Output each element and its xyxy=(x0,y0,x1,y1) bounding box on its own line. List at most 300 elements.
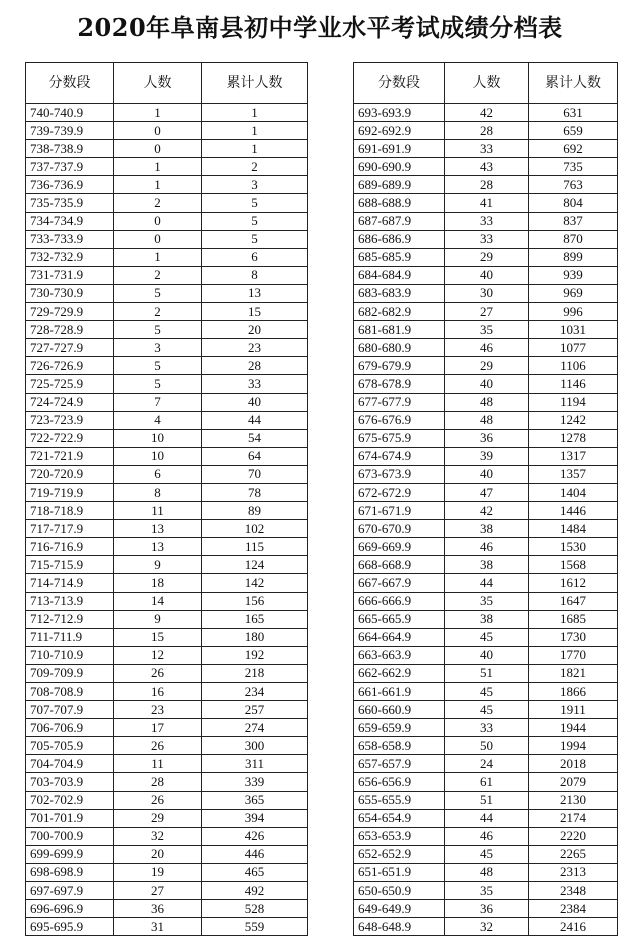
cumulative-cell: 180 xyxy=(202,628,308,646)
table-row xyxy=(354,357,618,375)
score-range-cell: 670-670.9 xyxy=(354,520,445,538)
table-row xyxy=(354,863,618,881)
cumulative-cell: 1446 xyxy=(529,502,618,520)
score-range-cell: 654-654.9 xyxy=(354,809,445,827)
table-row xyxy=(354,212,618,230)
count-cell: 32 xyxy=(445,918,529,936)
cumulative-cell: 1 xyxy=(202,140,308,158)
score-range-cell: 677-677.9 xyxy=(354,393,445,411)
cumulative-cell: 1106 xyxy=(529,357,618,375)
table-row xyxy=(26,447,308,465)
cumulative-cell: 5 xyxy=(202,230,308,248)
cumulative-cell: 446 xyxy=(202,845,308,863)
cumulative-cell: 1194 xyxy=(529,393,618,411)
table-row xyxy=(26,574,308,592)
table-row xyxy=(26,483,308,501)
score-range-cell: 659-659.9 xyxy=(354,719,445,737)
score-range-cell: 735-735.9 xyxy=(26,194,114,212)
table-row xyxy=(26,303,308,321)
table-row xyxy=(26,266,308,284)
count-cell: 0 xyxy=(114,212,202,230)
score-range-cell: 739-739.9 xyxy=(26,122,114,140)
score-range-cell: 701-701.9 xyxy=(26,809,114,827)
count-cell: 44 xyxy=(445,574,529,592)
table-row xyxy=(354,592,618,610)
table-row xyxy=(26,845,308,863)
score-range-cell: 667-667.9 xyxy=(354,574,445,592)
score-range-cell: 653-653.9 xyxy=(354,827,445,845)
table-row xyxy=(26,556,308,574)
cumulative-cell: 1484 xyxy=(529,520,618,538)
cumulative-cell: 124 xyxy=(202,556,308,574)
cumulative-cell: 1770 xyxy=(529,646,618,664)
score-range-cell: 712-712.9 xyxy=(26,610,114,628)
cumulative-cell: 1530 xyxy=(529,538,618,556)
count-cell: 45 xyxy=(445,628,529,646)
table-row xyxy=(354,646,618,664)
score-range-cell: 697-697.9 xyxy=(26,882,114,900)
count-cell: 47 xyxy=(445,483,529,501)
score-range-cell: 706-706.9 xyxy=(26,719,114,737)
table-row xyxy=(26,122,308,140)
score-range-cell: 678-678.9 xyxy=(354,375,445,393)
score-range-cell: 708-708.9 xyxy=(26,683,114,701)
count-cell: 38 xyxy=(445,610,529,628)
score-range-cell: 738-738.9 xyxy=(26,140,114,158)
cumulative-cell: 1821 xyxy=(529,664,618,682)
score-range-cell: 714-714.9 xyxy=(26,574,114,592)
cumulative-cell: 20 xyxy=(202,321,308,339)
table-row xyxy=(354,520,618,538)
cumulative-cell: 1 xyxy=(202,122,308,140)
cumulative-cell: 15 xyxy=(202,303,308,321)
table-row xyxy=(26,321,308,339)
cumulative-cell: 257 xyxy=(202,701,308,719)
cumulative-cell: 692 xyxy=(529,140,618,158)
table-row xyxy=(354,140,618,158)
count-cell: 23 xyxy=(114,701,202,719)
count-cell: 35 xyxy=(445,592,529,610)
table-row xyxy=(26,664,308,682)
cumulative-cell: 1 xyxy=(202,104,308,122)
table-row xyxy=(354,683,618,701)
score-range-cell: 698-698.9 xyxy=(26,863,114,881)
table-row xyxy=(26,719,308,737)
score-range-cell: 718-718.9 xyxy=(26,502,114,520)
score-range-cell: 664-664.9 xyxy=(354,628,445,646)
score-range-cell: 656-656.9 xyxy=(354,773,445,791)
count-cell: 13 xyxy=(114,520,202,538)
score-range-cell: 691-691.9 xyxy=(354,140,445,158)
score-range-cell: 676-676.9 xyxy=(354,411,445,429)
cumulative-cell: 23 xyxy=(202,339,308,357)
table-row xyxy=(26,701,308,719)
score-range-cell: 680-680.9 xyxy=(354,339,445,357)
count-cell: 8 xyxy=(114,483,202,501)
cumulative-cell: 1944 xyxy=(529,719,618,737)
table-row xyxy=(26,610,308,628)
header-cumulative: 累计人数 xyxy=(202,63,308,104)
count-cell: 5 xyxy=(114,284,202,302)
table-row xyxy=(26,520,308,538)
table-row xyxy=(354,411,618,429)
table-row xyxy=(26,882,308,900)
table-row xyxy=(26,827,308,845)
score-range-cell: 723-723.9 xyxy=(26,411,114,429)
count-cell: 11 xyxy=(114,755,202,773)
cumulative-cell: 40 xyxy=(202,393,308,411)
table-row xyxy=(26,429,308,447)
count-cell: 33 xyxy=(445,719,529,737)
score-range-cell: 702-702.9 xyxy=(26,791,114,809)
count-cell: 45 xyxy=(445,701,529,719)
table-row xyxy=(26,375,308,393)
count-cell: 2 xyxy=(114,303,202,321)
cumulative-cell: 426 xyxy=(202,827,308,845)
table-row xyxy=(354,701,618,719)
cumulative-cell: 102 xyxy=(202,520,308,538)
table-row xyxy=(26,809,308,827)
score-range-cell: 732-732.9 xyxy=(26,248,114,266)
table-row xyxy=(354,556,618,574)
table-row xyxy=(354,447,618,465)
table-row xyxy=(26,158,308,176)
cumulative-cell: 2 xyxy=(202,158,308,176)
score-range-cell: 717-717.9 xyxy=(26,520,114,538)
table-row xyxy=(354,284,618,302)
cumulative-cell: 5 xyxy=(202,194,308,212)
cumulative-cell: 939 xyxy=(529,266,618,284)
score-range-cell: 674-674.9 xyxy=(354,447,445,465)
cumulative-cell: 2384 xyxy=(529,900,618,918)
table-header-row xyxy=(26,63,308,104)
table-row xyxy=(26,465,308,483)
cumulative-cell: 300 xyxy=(202,737,308,755)
cumulative-cell: 1031 xyxy=(529,321,618,339)
count-cell: 29 xyxy=(445,248,529,266)
count-cell: 6 xyxy=(114,465,202,483)
count-cell: 41 xyxy=(445,194,529,212)
table-row xyxy=(354,791,618,809)
count-cell: 12 xyxy=(114,646,202,664)
header-cumulative: 累计人数 xyxy=(529,63,618,104)
cumulative-cell: 1911 xyxy=(529,701,618,719)
score-range-cell: 705-705.9 xyxy=(26,737,114,755)
table-row xyxy=(26,863,308,881)
table-row xyxy=(26,411,308,429)
score-range-cell: 736-736.9 xyxy=(26,176,114,194)
count-cell: 5 xyxy=(114,357,202,375)
cumulative-cell: 969 xyxy=(529,284,618,302)
table-row xyxy=(354,429,618,447)
score-range-cell: 683-683.9 xyxy=(354,284,445,302)
score-range-cell: 675-675.9 xyxy=(354,429,445,447)
table-row xyxy=(26,918,308,936)
count-cell: 43 xyxy=(445,158,529,176)
count-cell: 11 xyxy=(114,502,202,520)
cumulative-cell: 2348 xyxy=(529,882,618,900)
cumulative-cell: 1077 xyxy=(529,339,618,357)
count-cell: 36 xyxy=(114,900,202,918)
score-range-cell: 681-681.9 xyxy=(354,321,445,339)
count-cell: 0 xyxy=(114,140,202,158)
score-range-cell: 685-685.9 xyxy=(354,248,445,266)
cumulative-cell: 142 xyxy=(202,574,308,592)
cumulative-cell: 1647 xyxy=(529,592,618,610)
cumulative-cell: 192 xyxy=(202,646,308,664)
table-row xyxy=(354,845,618,863)
score-range-cell: 696-696.9 xyxy=(26,900,114,918)
score-range-cell: 721-721.9 xyxy=(26,447,114,465)
count-cell: 38 xyxy=(445,520,529,538)
table-row xyxy=(26,628,308,646)
cumulative-cell: 2265 xyxy=(529,845,618,863)
table-row xyxy=(26,900,308,918)
score-range-cell: 682-682.9 xyxy=(354,303,445,321)
cumulative-cell: 165 xyxy=(202,610,308,628)
score-range-cell: 722-722.9 xyxy=(26,429,114,447)
count-cell: 1 xyxy=(114,158,202,176)
count-cell: 40 xyxy=(445,465,529,483)
table-row xyxy=(354,303,618,321)
table-row xyxy=(354,122,618,140)
cumulative-cell: 2313 xyxy=(529,863,618,881)
count-cell: 35 xyxy=(445,882,529,900)
table-row xyxy=(354,574,618,592)
table-row xyxy=(354,882,618,900)
count-cell: 16 xyxy=(114,683,202,701)
count-cell: 29 xyxy=(445,357,529,375)
count-cell: 33 xyxy=(445,140,529,158)
count-cell: 48 xyxy=(445,863,529,881)
count-cell: 40 xyxy=(445,646,529,664)
score-range-cell: 727-727.9 xyxy=(26,339,114,357)
table-row xyxy=(354,465,618,483)
count-cell: 18 xyxy=(114,574,202,592)
table-row xyxy=(26,502,308,520)
count-cell: 27 xyxy=(114,882,202,900)
table-row xyxy=(26,393,308,411)
cumulative-cell: 78 xyxy=(202,483,308,501)
count-cell: 5 xyxy=(114,321,202,339)
count-cell: 29 xyxy=(114,809,202,827)
score-range-cell: 725-725.9 xyxy=(26,375,114,393)
count-cell: 26 xyxy=(114,791,202,809)
score-range-cell: 661-661.9 xyxy=(354,683,445,701)
cumulative-cell: 339 xyxy=(202,773,308,791)
cumulative-cell: 365 xyxy=(202,791,308,809)
score-range-cell: 740-740.9 xyxy=(26,104,114,122)
table-row xyxy=(26,592,308,610)
cumulative-cell: 13 xyxy=(202,284,308,302)
score-range-cell: 695-695.9 xyxy=(26,918,114,936)
cumulative-cell: 465 xyxy=(202,863,308,881)
score-range-cell: 672-672.9 xyxy=(354,483,445,501)
score-range-cell: 737-737.9 xyxy=(26,158,114,176)
cumulative-cell: 1685 xyxy=(529,610,618,628)
header-count: 人数 xyxy=(114,63,202,104)
score-range-cell: 649-649.9 xyxy=(354,900,445,918)
cumulative-cell: 837 xyxy=(529,212,618,230)
count-cell: 33 xyxy=(445,230,529,248)
score-range-cell: 679-679.9 xyxy=(354,357,445,375)
table-row xyxy=(26,339,308,357)
header-score-range: 分数段 xyxy=(26,63,114,104)
cumulative-cell: 1994 xyxy=(529,737,618,755)
score-range-cell: 715-715.9 xyxy=(26,556,114,574)
header-score-range: 分数段 xyxy=(354,63,445,104)
table-row xyxy=(354,502,618,520)
count-cell: 42 xyxy=(445,502,529,520)
count-cell: 30 xyxy=(445,284,529,302)
cumulative-cell: 2174 xyxy=(529,809,618,827)
table-row xyxy=(26,755,308,773)
cumulative-cell: 1357 xyxy=(529,465,618,483)
count-cell: 0 xyxy=(114,122,202,140)
table-row xyxy=(26,284,308,302)
header-count: 人数 xyxy=(445,63,529,104)
cumulative-cell: 218 xyxy=(202,664,308,682)
score-range-cell: 710-710.9 xyxy=(26,646,114,664)
table-row xyxy=(26,737,308,755)
cumulative-cell: 763 xyxy=(529,176,618,194)
score-range-cell: 726-726.9 xyxy=(26,357,114,375)
score-table-left xyxy=(25,62,308,936)
count-cell: 1 xyxy=(114,176,202,194)
score-range-cell: 688-688.9 xyxy=(354,194,445,212)
score-range-cell: 673-673.9 xyxy=(354,465,445,483)
table-row xyxy=(354,375,618,393)
cumulative-cell: 559 xyxy=(202,918,308,936)
cumulative-cell: 1146 xyxy=(529,375,618,393)
cumulative-cell: 1866 xyxy=(529,683,618,701)
cumulative-cell: 6 xyxy=(202,248,308,266)
score-range-cell: 707-707.9 xyxy=(26,701,114,719)
cumulative-cell: 1278 xyxy=(529,429,618,447)
table-row xyxy=(26,230,308,248)
cumulative-cell: 735 xyxy=(529,158,618,176)
table-row xyxy=(354,176,618,194)
score-range-cell: 709-709.9 xyxy=(26,664,114,682)
score-table-right xyxy=(353,62,618,936)
cumulative-cell: 2018 xyxy=(529,755,618,773)
cumulative-cell: 1242 xyxy=(529,411,618,429)
table-row xyxy=(354,483,618,501)
cumulative-cell: 394 xyxy=(202,809,308,827)
cumulative-cell: 659 xyxy=(529,122,618,140)
count-cell: 20 xyxy=(114,845,202,863)
cumulative-cell: 54 xyxy=(202,429,308,447)
score-range-cell: 711-711.9 xyxy=(26,628,114,646)
score-range-cell: 729-729.9 xyxy=(26,303,114,321)
score-range-cell: 658-658.9 xyxy=(354,737,445,755)
cumulative-cell: 115 xyxy=(202,538,308,556)
cumulative-cell: 33 xyxy=(202,375,308,393)
score-range-cell: 662-662.9 xyxy=(354,664,445,682)
score-range-cell: 665-665.9 xyxy=(354,610,445,628)
table-row xyxy=(354,393,618,411)
table-row xyxy=(26,773,308,791)
count-cell: 27 xyxy=(445,303,529,321)
count-cell: 48 xyxy=(445,411,529,429)
cumulative-cell: 2416 xyxy=(529,918,618,936)
score-range-cell: 734-734.9 xyxy=(26,212,114,230)
score-range-cell: 648-648.9 xyxy=(354,918,445,936)
table-row xyxy=(354,104,618,122)
count-cell: 10 xyxy=(114,447,202,465)
count-cell: 51 xyxy=(445,664,529,682)
count-cell: 24 xyxy=(445,755,529,773)
score-range-cell: 692-692.9 xyxy=(354,122,445,140)
score-range-cell: 733-733.9 xyxy=(26,230,114,248)
count-cell: 1 xyxy=(114,248,202,266)
count-cell: 51 xyxy=(445,791,529,809)
score-range-cell: 663-663.9 xyxy=(354,646,445,664)
count-cell: 36 xyxy=(445,900,529,918)
table-row xyxy=(26,791,308,809)
count-cell: 7 xyxy=(114,393,202,411)
table-row xyxy=(354,773,618,791)
cumulative-cell: 156 xyxy=(202,592,308,610)
table-row xyxy=(354,339,618,357)
count-cell: 28 xyxy=(445,176,529,194)
count-cell: 15 xyxy=(114,628,202,646)
count-cell: 9 xyxy=(114,610,202,628)
table-row xyxy=(26,683,308,701)
score-range-cell: 716-716.9 xyxy=(26,538,114,556)
score-range-cell: 719-719.9 xyxy=(26,483,114,501)
count-cell: 14 xyxy=(114,592,202,610)
score-range-cell: 720-720.9 xyxy=(26,465,114,483)
count-cell: 42 xyxy=(445,104,529,122)
table-row xyxy=(26,104,308,122)
count-cell: 45 xyxy=(445,683,529,701)
score-range-cell: 730-730.9 xyxy=(26,284,114,302)
table-row xyxy=(354,158,618,176)
score-range-cell: 666-666.9 xyxy=(354,592,445,610)
table-row xyxy=(354,900,618,918)
cumulative-cell: 89 xyxy=(202,502,308,520)
table-row xyxy=(26,248,308,266)
cumulative-cell: 1730 xyxy=(529,628,618,646)
table-row xyxy=(354,827,618,845)
table-row xyxy=(26,538,308,556)
table-row xyxy=(354,194,618,212)
count-cell: 46 xyxy=(445,538,529,556)
count-cell: 28 xyxy=(114,773,202,791)
count-cell: 0 xyxy=(114,230,202,248)
count-cell: 3 xyxy=(114,339,202,357)
table-row xyxy=(26,176,308,194)
count-cell: 26 xyxy=(114,737,202,755)
count-cell: 46 xyxy=(445,827,529,845)
table-row xyxy=(354,266,618,284)
count-cell: 26 xyxy=(114,664,202,682)
count-cell: 2 xyxy=(114,266,202,284)
count-cell: 1 xyxy=(114,104,202,122)
score-range-cell: 669-669.9 xyxy=(354,538,445,556)
table-row xyxy=(354,248,618,266)
score-range-cell: 693-693.9 xyxy=(354,104,445,122)
cumulative-cell: 2220 xyxy=(529,827,618,845)
score-range-cell: 651-651.9 xyxy=(354,863,445,881)
cumulative-cell: 5 xyxy=(202,212,308,230)
count-cell: 38 xyxy=(445,556,529,574)
score-range-cell: 728-728.9 xyxy=(26,321,114,339)
count-cell: 46 xyxy=(445,339,529,357)
count-cell: 33 xyxy=(445,212,529,230)
score-range-cell: 671-671.9 xyxy=(354,502,445,520)
